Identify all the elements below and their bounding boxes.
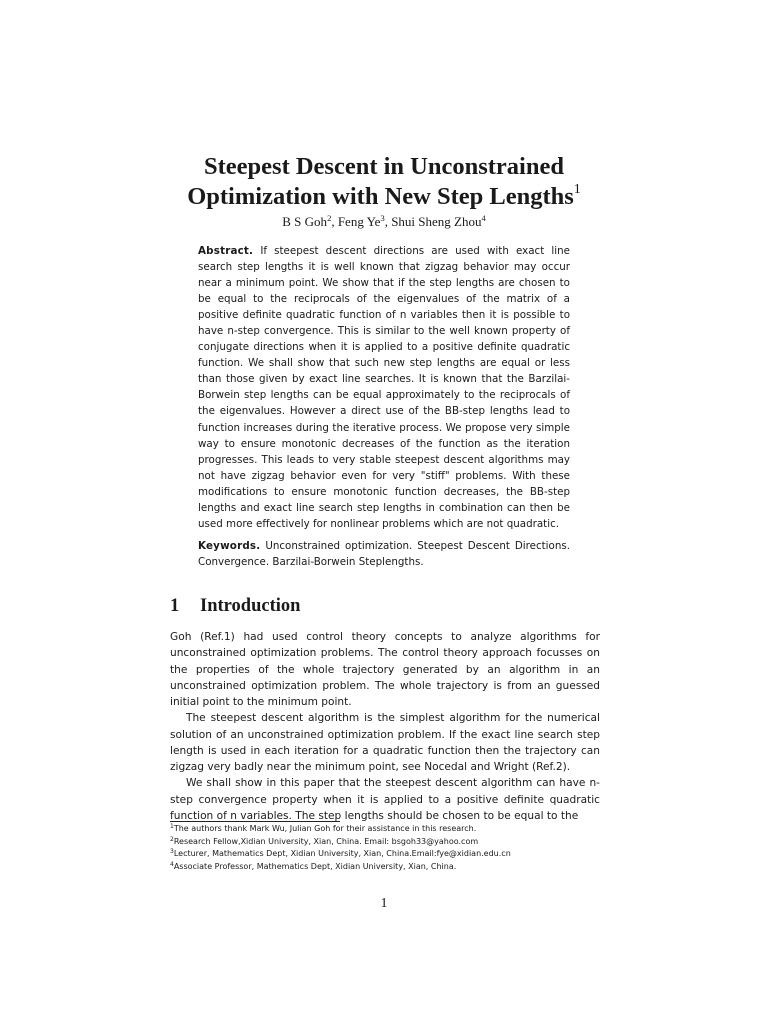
page-number: 1 bbox=[380, 896, 388, 911]
paper-title bbox=[120, 152, 648, 212]
footnote-text: Research Fellow,Xidian University, Xian, China. Email: bsgoh33@yahoo.com bbox=[173, 836, 479, 846]
author-list: B S Goh$^2$, Feng Ye$^3$, Shui Sheng Zhou$^4$ bbox=[282, 213, 486, 229]
abstract-text: If steepest descent directions are used with exact line search step lengths it is well known that zigzag behavior may occur near a minimum point. We show that if the step lengths are chosen to be equal to the reciprocals of the eigenvalues of the matrix of a positive definite quadratic function of n variables then it is possible to have n-step convergence. This is similar to the well known property of conjugate directions when it is applied to a positive definite quadratic function. We shall show that such new step lengths are equal or less than those given by exact line searches. It is known that the Barzilai-Borwein step lengths can be equal approximately to the reciprocals of the eigenvalues. However a direct use of the BB-step lengths lead to function increases during the iterative process. We propose very simple way to ensure monotonic decreases of the function as the iteration progresses. This leads to very stable steepest descent algorithms may not have zigzag behavior even for very "stiff" problems. With these modifications to ensure monotonic function decreases, the BB-step lengths and exact line search step lengths in combination can then be used more effectively for nonlinear problems which are not quadratic. bbox=[198, 245, 570, 530]
footnote-mark: 2 bbox=[170, 835, 174, 843]
abstract-paragraph bbox=[198, 243, 570, 532]
author-mark: 3 bbox=[380, 213, 385, 223]
title-line-1: Steepest Descent in Unconstrained bbox=[204, 153, 564, 180]
abstract-label: Abstract. bbox=[198, 245, 254, 257]
footnotes bbox=[170, 823, 610, 873]
footnote-mark: 4 bbox=[170, 860, 174, 868]
body-paragraph: The steepest descent algorithm is the simplest algorithm for the numerical solution of an unconstrained optimization problem. If the exact line search step length is used in each iteration for a quadratic function then the trajectory can zigzag very badly near the minimum point, see Nocedal and Wright (Ref.2). bbox=[170, 712, 600, 773]
footnote bbox=[170, 823, 610, 836]
keywords-text: Unconstrained optimization. Steepest Descent Directions. Convergence. Barzilai-Borwein Steplengths. bbox=[198, 539, 570, 568]
body-text bbox=[170, 629, 600, 824]
body-paragraph: We shall show in this paper that the steepest descent algorithm can have n-step convergence property when it is applied to a positive definite quadratic function of n variables. The step lengths should be chosen to be equal to the bbox=[170, 777, 600, 822]
author-mark: 2 bbox=[327, 213, 332, 223]
footnote-text: Lecturer, Mathematics Dept, Xidian University, Xian, China.Email:fye@xidian.edu.cn bbox=[173, 849, 511, 859]
footnote bbox=[170, 848, 610, 861]
body-paragraph: Goh (Ref.1) had used control theory concepts to analyze algorithms for unconstrained optimization problems. The control theory approach focusses on the properties of the whole trajectory generated by an algorithm in an unconstrained optimization problem. The whole trajectory is from an guessed initial point to the minimum point. bbox=[170, 631, 600, 708]
section-heading bbox=[170, 594, 300, 618]
footnote-text: The authors thank Mark Wu, Julian Goh for their assistance in this research. bbox=[173, 824, 477, 833]
keywords-label: Keywords. bbox=[198, 539, 261, 552]
keywords-paragraph bbox=[198, 538, 570, 570]
section-number: 1 bbox=[170, 596, 180, 616]
footnote-mark: 3 bbox=[170, 848, 174, 856]
author-mark: 4 bbox=[481, 213, 486, 223]
footnote bbox=[170, 861, 610, 874]
footnote-mark: 1 bbox=[170, 823, 174, 830]
title-line-2: Optimization with New Step Lengths bbox=[187, 183, 574, 210]
section-title: Introduction bbox=[200, 596, 301, 616]
title-footnote-mark: 1 bbox=[573, 182, 581, 197]
author-name: Feng Ye bbox=[337, 214, 381, 229]
author-name: Shui Sheng Zhou bbox=[391, 214, 482, 229]
abstract-block bbox=[198, 243, 570, 570]
footnote-text: Associate Professor, Mathematics Dept, Xidian University, Xian, China. bbox=[173, 861, 457, 871]
footnote-rule bbox=[170, 821, 340, 822]
footnote bbox=[170, 836, 610, 849]
author-name: B S Goh bbox=[282, 214, 328, 229]
